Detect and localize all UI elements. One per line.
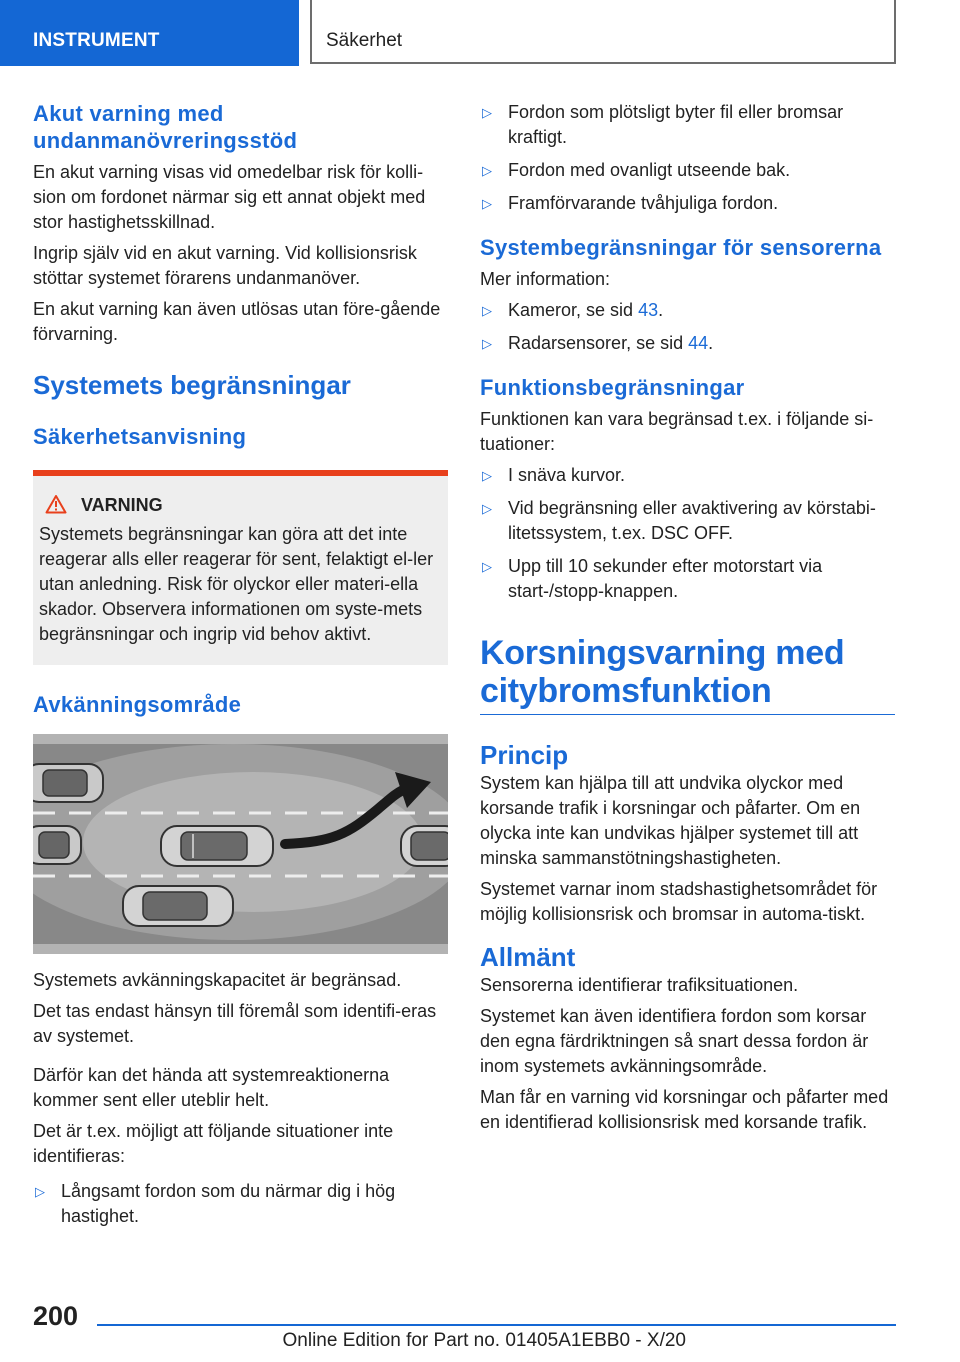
paragraph: Systemet kan även identifiera fordon som korsar den egna färdriktningen så snart dessa fordon är inom systemets avkänningsområde. — [480, 1006, 869, 1076]
detection-area-illustration — [33, 734, 448, 954]
list-item: ▷ Radarsensorer, se sid 44. — [480, 331, 895, 356]
paragraph: En akut varning visas vid omedelbar risk för kolli-sion om fordonet närmar sig ett annat objekt med stor hastighetsskillnad. — [33, 162, 426, 232]
list-item: ▷ Fordon som plötsligt byter fil eller bromsar kraftigt. — [482, 102, 844, 147]
paragraph: Det tas endast hänsyn till föremål som identifi-eras av systemet. — [33, 1001, 437, 1046]
list-item: ▷ Fordon med ovanligt utseende bak. — [480, 158, 895, 183]
situation-list-continued — [480, 100, 895, 216]
heading-princip: Princip — [480, 740, 569, 770]
sensor-reference-list — [480, 298, 895, 356]
list-item: ▷ Kameror, se sid 43. — [480, 298, 895, 323]
triangle-bullet-icon: ▷ — [482, 501, 492, 516]
footer-edition-text: Online Edition for Part no. 01405A1EBB0 - X/20 — [282, 1330, 686, 1351]
situation-list — [33, 1179, 448, 1229]
paragraph: Man får en varning vid korsningar och påfarter med en identifierad kollisionsrisk med korsande trafik. — [480, 1087, 889, 1132]
footer-bar — [97, 1324, 896, 1352]
car-icon — [401, 826, 448, 866]
list-item: ▷ Upp till 10 sekunder efter motorstart via start-/stopp-knappen. — [482, 556, 823, 601]
warning-title: VARNING — [81, 495, 163, 515]
heading-akut-varning: Akut varning med undanmanövreringsstöd — [33, 101, 298, 153]
triangle-bullet-icon: ▷ — [35, 1184, 45, 1199]
warning-box — [33, 470, 448, 665]
car-icon — [33, 764, 103, 802]
list-item: ▷ Långsamt fordon som du närmar dig i hög hastighet. — [35, 1181, 396, 1226]
right-column — [480, 100, 895, 1141]
paragraph: Därför kan det hända att systemreaktionerna kommer sent eller uteblir helt. — [33, 1065, 390, 1110]
heading-avkanningsomrade: Avkänningsområde — [33, 692, 242, 717]
list-item: ▷ Framförvarande tvåhjuliga fordon. — [480, 191, 895, 216]
warning-triangle-icon — [45, 494, 67, 514]
car-icon — [33, 826, 81, 864]
triangle-bullet-icon: ▷ — [482, 196, 492, 211]
heading-allmant: Allmänt — [480, 942, 576, 972]
heading-systemets-begransningar: Systemets begränsningar — [33, 370, 351, 400]
paragraph: Funktionen kan vara begränsad t.ex. i följande si-tuationer: — [480, 409, 874, 454]
list-item: ▷ Vid begränsning eller avaktivering av körstabi-litetssystem, t.ex. DSC OFF. — [482, 498, 876, 543]
header-chapter-tab — [310, 0, 896, 64]
list-item: ▷ I snäva kurvor. — [480, 463, 895, 488]
section-title-block — [480, 634, 895, 715]
paragraph: Systemet varnar inom stadshastighetsområdet för möjlig kollisionsrisk och bromsar in automa-tiskt. — [480, 879, 878, 924]
heading-funktionsbegransningar: Funktionsbegränsningar — [480, 375, 745, 400]
triangle-bullet-icon: ▷ — [482, 559, 492, 574]
paragraph: Ingrip själv vid en akut varning. Vid kollisionsrisk stöttar systemet förarens undanmanöver. — [33, 243, 417, 288]
header-chapter-label: Säkerhet — [326, 30, 403, 51]
left-column — [33, 100, 448, 1237]
function-limit-list — [480, 463, 895, 604]
header-section-label: INSTRUMENT — [33, 30, 160, 51]
paragraph: Mer information: — [480, 269, 611, 289]
paragraph: Systemets avkänningskapacitet är begränsad. — [33, 970, 402, 990]
page-link-kameror[interactable]: 43 — [638, 300, 659, 320]
heading-korsningsvarning: Korsningsvarning med citybromsfunktion — [480, 634, 845, 710]
paragraph: System kan hjälpa till att undvika olyckor med korsande trafik i korsningar och påfarter. Om en olycka inte kan undvikas hjälper systemet till att minska sammanstötningshastigheten. — [480, 773, 861, 868]
warning-header — [39, 494, 442, 516]
triangle-bullet-icon: ▷ — [482, 336, 492, 351]
triangle-bullet-icon: ▷ — [482, 468, 492, 483]
paragraph: Sensorerna identifierar trafiksituationen. — [480, 975, 799, 995]
page-number: 200 — [33, 1301, 79, 1331]
paragraph: Det är t.ex. möjligt att följande situationer inte identifieras: — [33, 1121, 394, 1166]
header-section-tab — [0, 0, 299, 66]
car-icon — [123, 886, 233, 926]
triangle-bullet-icon: ▷ — [482, 105, 492, 120]
car-icon — [161, 826, 273, 866]
warning-text: Systemets begränsningar kan göra att det inte reagerar alls eller reagerar för sent, felaktigt el-ler utan anledning. Risk för olyckor eller materi-ella skador. Observera informationen om syste-mets begränsningar och ingrip vid behov aktivt. — [39, 524, 434, 644]
heading-sakerhetsanvisning: Säkerhetsanvisning — [33, 424, 247, 449]
paragraph: En akut varning kan även utlösas utan före-gående förvarning. — [33, 299, 441, 344]
triangle-bullet-icon: ▷ — [482, 163, 492, 178]
heading-systembegransningar-sensorer: Systembegränsningar för sensorerna — [480, 235, 882, 260]
page-link-radarsensorer[interactable]: 44 — [688, 333, 709, 353]
triangle-bullet-icon: ▷ — [482, 303, 492, 318]
